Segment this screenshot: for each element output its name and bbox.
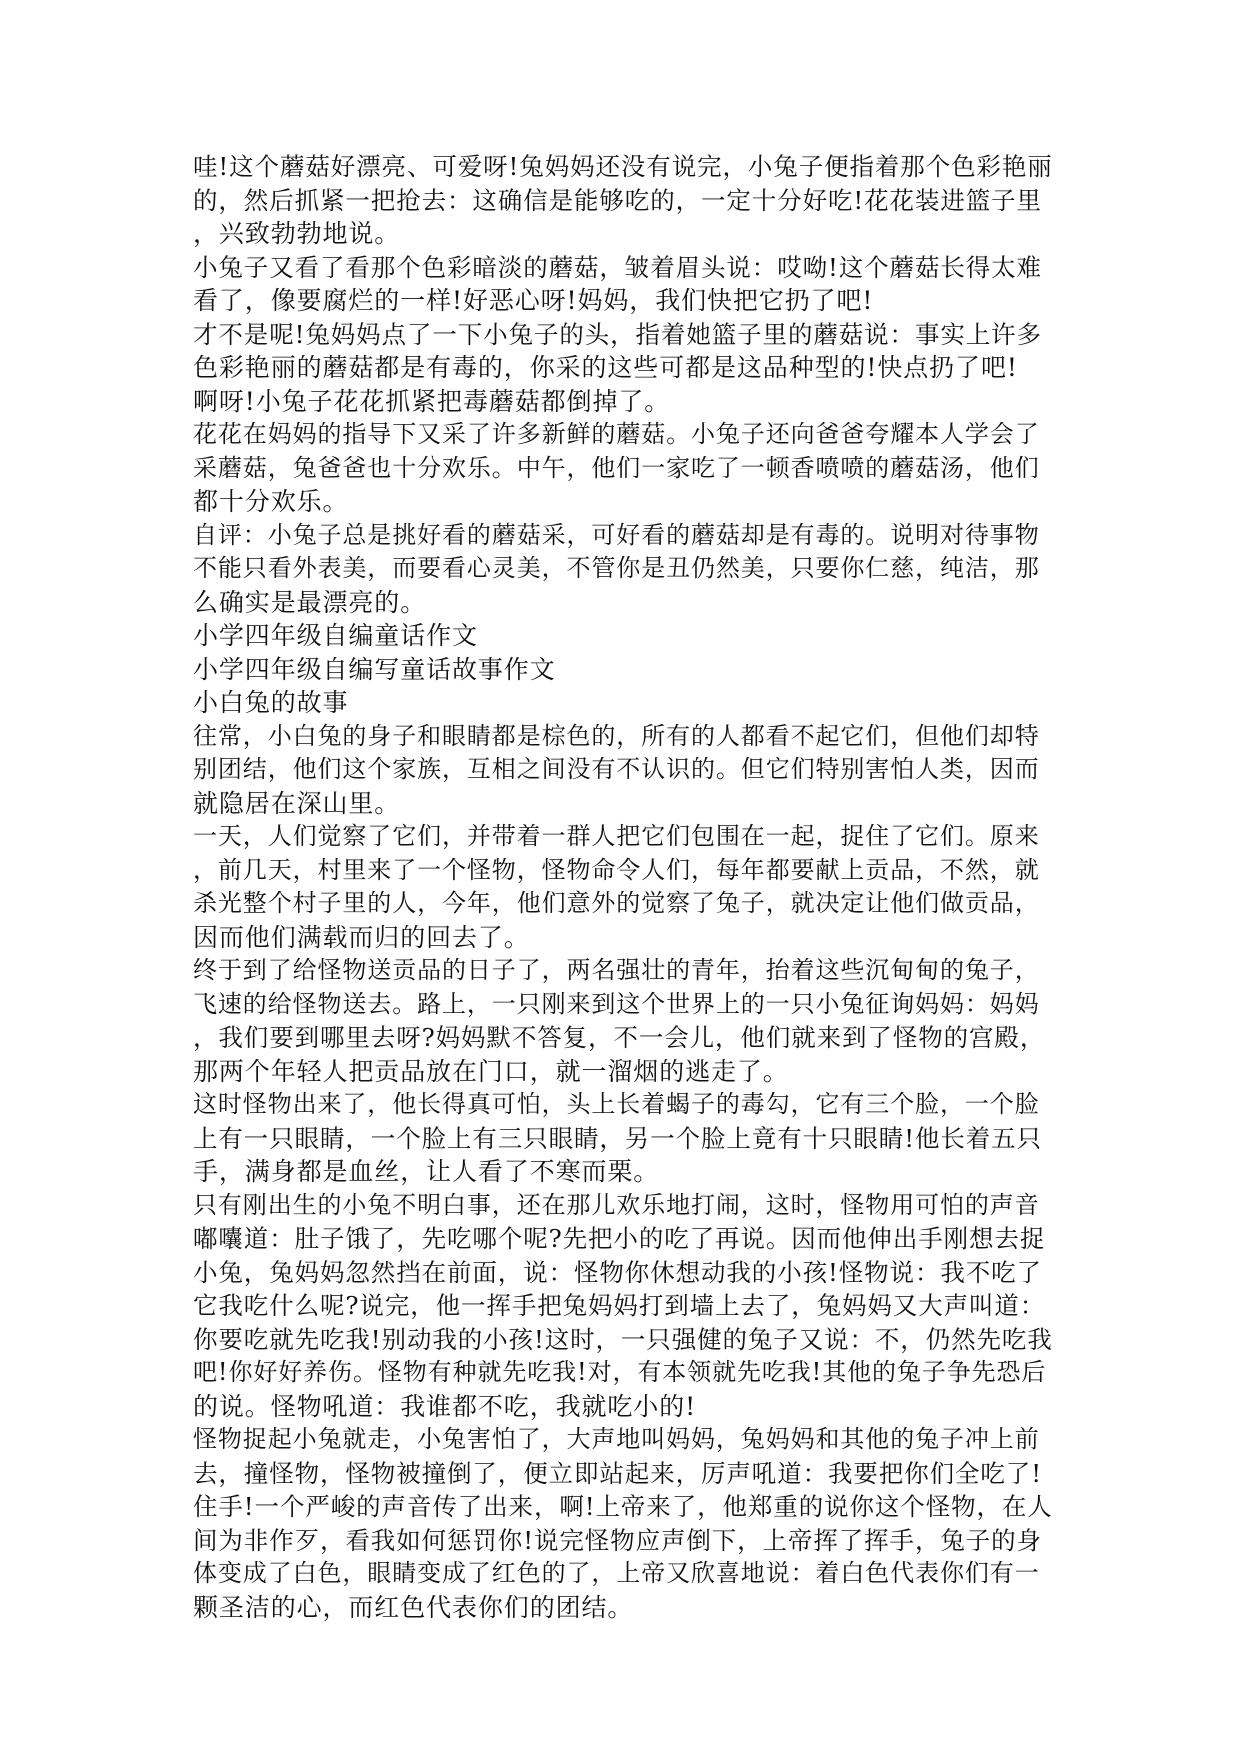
text-line: 因而他们满载而归的回去了。 xyxy=(193,922,530,952)
text-line: 不能只看外表美，而要看心灵美，不管你是丑仍然美，只要你仁慈，纯洁，那 xyxy=(193,554,1040,582)
text-line: 只有刚出生的小兔不明白事，还在那儿欢乐地打闹，这时，怪物用可怕的声音 xyxy=(193,1190,1040,1219)
text-line: ，兴致勃勃地说。 xyxy=(193,219,401,248)
text-line: 飞速的给怪物送去。路上，一只刚来到这个世界上的一只小兔征询妈妈：妈妈 xyxy=(193,989,1040,1018)
text-line: 看了，像要腐烂的一样!好恶心呀!妈妈，我们快把它扔了吧! xyxy=(193,286,874,315)
text-line: 小白兔的故事 xyxy=(193,688,349,717)
text-line: ，我们要到哪里去呀?妈妈默不答复，不一会儿，他们就来到了怪物的宫殿， xyxy=(193,1023,1046,1052)
text-line: 吧!你好好养伤。怪物有种就先吃我!对，有本领就先吃我!其他的兔子争先恐后 xyxy=(193,1358,1047,1386)
text-line: ，前几天，村里来了一个怪物，怪物命令人们，每年都要献上贡品，不然，就 xyxy=(193,855,1040,884)
text-line: 别团结，他们这个家族，互相之间没有不认识的。但它们特别害怕人类，因而 xyxy=(193,755,1040,783)
text-line: 小学四年级自编童话作文 xyxy=(193,621,478,650)
text-line: 嘟囔道：肚子饿了，先吃哪个呢?先把小的吃了再说。因而他伸出手刚想去捉 xyxy=(193,1224,1046,1253)
text-line: 手，满身都是血丝，让人看了不寒而栗。 xyxy=(193,1157,660,1186)
text-line: 往常，小白兔的身子和眼睛都是棕色的，所有的人都看不起它们，但他们却特 xyxy=(193,721,1040,750)
text-line: 它我吃什么呢?说完，他一挥手把兔妈妈打到墙上去了，兔妈妈又大声叫道： xyxy=(193,1291,1046,1320)
text-line: 间为非作歹，看我如何惩罚你!说完怪物应声倒下，上帝挥了挥手，兔子的身 xyxy=(193,1525,1042,1555)
text-line: 这时怪物出来了，他长得真可怕，头上长着蝎子的毒勾，它有三个脸，一个脸 xyxy=(193,1090,1040,1118)
text-line: 啊呀!小兔子花花抓紧把毒蘑菇都倒掉了。 xyxy=(193,386,671,416)
text-line: 才不是呢!兔妈妈点了一下小兔子的头，指着她篮子里的蘑菇说：事实上许多 xyxy=(193,319,1042,349)
text-line: 采蘑菇，兔爸爸也十分欢乐。中午，他们一家吃了一顿香喷喷的蘑菇汤，他们 xyxy=(193,453,1040,482)
text-line: 杀光整个村子里的人，今年，他们意外的觉察了兔子，就决定让他们做贡品， xyxy=(193,889,1040,917)
text-line: 自评：小兔子总是挑好看的蘑菇采，可好看的蘑菇却是有毒的。说明对待事物 xyxy=(193,520,1040,549)
text-line: 一天，人们觉察了它们，并带着一群人把它们包围在一起，捉住了它们。原来 xyxy=(193,822,1040,850)
document-body xyxy=(193,150,1053,1624)
text-line: 体变成了白色，眼睛变成了红色的了，上帝又欣喜地说：着白色代表你们有一 xyxy=(193,1559,1040,1587)
text-line: 你要吃就先吃我!别动我的小孩!这时，一只强健的兔子又说：不，仍然先吃我 xyxy=(193,1324,1053,1354)
text-line: 哇!这个蘑菇好漂亮、可爱呀!兔妈妈还没有说完，小兔子便指着那个色彩艳丽 xyxy=(193,152,1053,181)
text-line: 小兔子又看了看那个色彩暗淡的蘑菇，皱着眉头说：哎呦!这个蘑菇长得太难 xyxy=(193,252,1042,282)
text-line: 上有一只眼睛，一个脸上有三只眼睛，另一个脸上竟有十只眼睛!他长着五只 xyxy=(193,1123,1042,1153)
text-line: 终于到了给怪物送贡品的日子了，两名强壮的青年，抬着这些沉甸甸的兔子， xyxy=(193,956,1040,984)
text-line: 都十分欢乐。 xyxy=(193,487,349,516)
text-line: 花花在妈妈的指导下又采了许多新鲜的蘑菇。小兔子还向爸爸夸耀本人学会了 xyxy=(193,420,1040,448)
text-line: 小学四年级自编写童话故事作文 xyxy=(193,654,556,684)
text-line: 就隐居在深山里。 xyxy=(193,788,401,818)
text-line: 颗圣洁的心，而红色代表你们的团结。 xyxy=(193,1592,634,1622)
text-line: 么确实是最漂亮的。 xyxy=(193,587,427,617)
text-line: 小兔，兔妈妈忽然挡在前面，说：怪物你休想动我的小孩!怪物说：我不吃了 xyxy=(193,1257,1042,1287)
text-line: 色彩艳丽的蘑菇都是有毒的，你采的这些可都是这品种型的!快点扔了吧! xyxy=(193,353,1018,382)
text-line: 的，然后抓紧一把抢去：这确信是能够吃的，一定十分好吃!花花装进篮子里 xyxy=(193,185,1042,215)
text-line: 住手!一个严峻的声音传了出来，啊!上帝来了，他郑重的说你这个怪物，在人 xyxy=(193,1492,1053,1521)
text-line: 去，撞怪物，怪物被撞倒了，便立即站起来，厉声吼道：我要把你们全吃了! xyxy=(193,1458,1042,1488)
text-line: 怪物捉起小兔就走，小兔害怕了，大声地叫妈妈，兔妈妈和其他的兔子冲上前 xyxy=(193,1425,1040,1453)
text-line: 的说。怪物吼道：我谁都不吃，我就吃小的! xyxy=(193,1391,697,1421)
text-line: 那两个年轻人把贡品放在门口，就一溜烟的逃走了。 xyxy=(193,1056,789,1086)
